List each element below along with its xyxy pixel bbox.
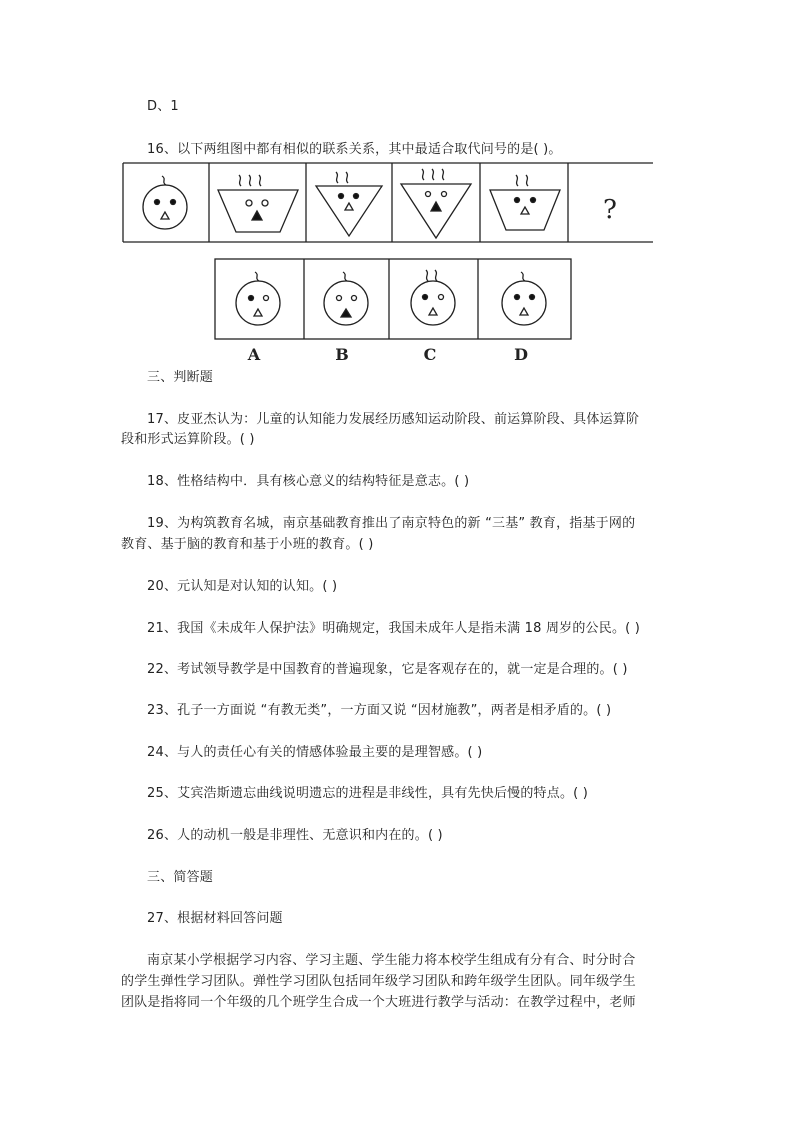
option-d-line: D、1: [147, 99, 179, 114]
question-18: 18、性格结构中．具有核心意义的结构特征是意志。( ): [147, 474, 470, 489]
trapezoid-figure-1: [218, 175, 298, 232]
question-17-line-1: 17、皮亚杰认为：儿童的认知能力发展经历感知运动阶段、前运算阶段、具体运算阶: [147, 412, 640, 427]
question-26: 26、人的动机一般是非理性、无意识和内在的。( ): [147, 828, 443, 843]
question-27: 27、根据材料回答问题: [147, 911, 283, 926]
question-25: 25、艾宾浩斯遗忘曲线说明遗忘的进程是非线性，具有先快后慢的特点。( ): [147, 786, 589, 801]
material-paragraph-line-1: 南京某小学根据学习内容、学习主题、学生能力将本校学生组成有分有合、时分时合: [147, 953, 636, 968]
section-heading-judge: 三、判断题: [147, 370, 214, 385]
option-label-b: B: [335, 345, 349, 364]
option-label-a: A: [247, 345, 261, 364]
question-19-line-1: 19、为构筑教育名城，南京基础教育推出了南京特色的新 “三基” 教育，指基于网的: [147, 516, 636, 531]
question-24: 24、与人的责任心有关的情感体验最主要的是理智感。( ): [147, 745, 483, 760]
option-d-face: [502, 272, 546, 325]
question-17-line-2: 段和形式运算阶段。( ): [121, 432, 255, 447]
question-19-line-2: 教育、基于脑的教育和基于小班的教育。( ): [121, 537, 374, 552]
face-figure-1: [143, 176, 187, 229]
triangle-figure-1: [316, 172, 382, 236]
material-paragraph-line-2: 的学生弹性学习团队。弹性学习团队包括同年级学习团队和跨年级学生团队。同年级学生: [121, 974, 636, 989]
triangle-figure-2: [401, 169, 471, 238]
question-23: 23、孔子一方面说 “有教无类”，一方面又说 “因材施教”，两者是相矛盾的。( ): [147, 703, 612, 718]
question-16: 16、以下两组图中都有相似的联系关系，其中最适合取代问号的是( )。: [147, 142, 562, 157]
material-paragraph-line-3: 团队是指将同一个年级的几个班学生合成一个大班进行教学与活动：在教学过程中，老师: [121, 995, 636, 1010]
question-mark: ?: [603, 195, 617, 225]
question-20: 20、元认知是对认知的认知。( ): [147, 579, 338, 594]
question-21: 21、我国《未成年人保护法》明确规定，我国未成年人是指未满 18 周岁的公民。( ): [147, 621, 641, 636]
top-row-frames: [123, 163, 653, 242]
option-label-d: D: [514, 345, 528, 364]
option-label-c: C: [423, 345, 437, 364]
option-a-face: [236, 272, 280, 325]
question-22: 22、考试领导教学是中国教育的普遍现象，它是客观存在的，就一定是合理的。( ): [147, 662, 628, 677]
option-b-face: [324, 272, 368, 325]
section-heading-short-answer: 三、简答题: [147, 870, 214, 885]
trapezoid-figure-2: [490, 175, 560, 230]
question-16-figure: [120, 160, 660, 370]
option-c-face: [411, 270, 455, 325]
